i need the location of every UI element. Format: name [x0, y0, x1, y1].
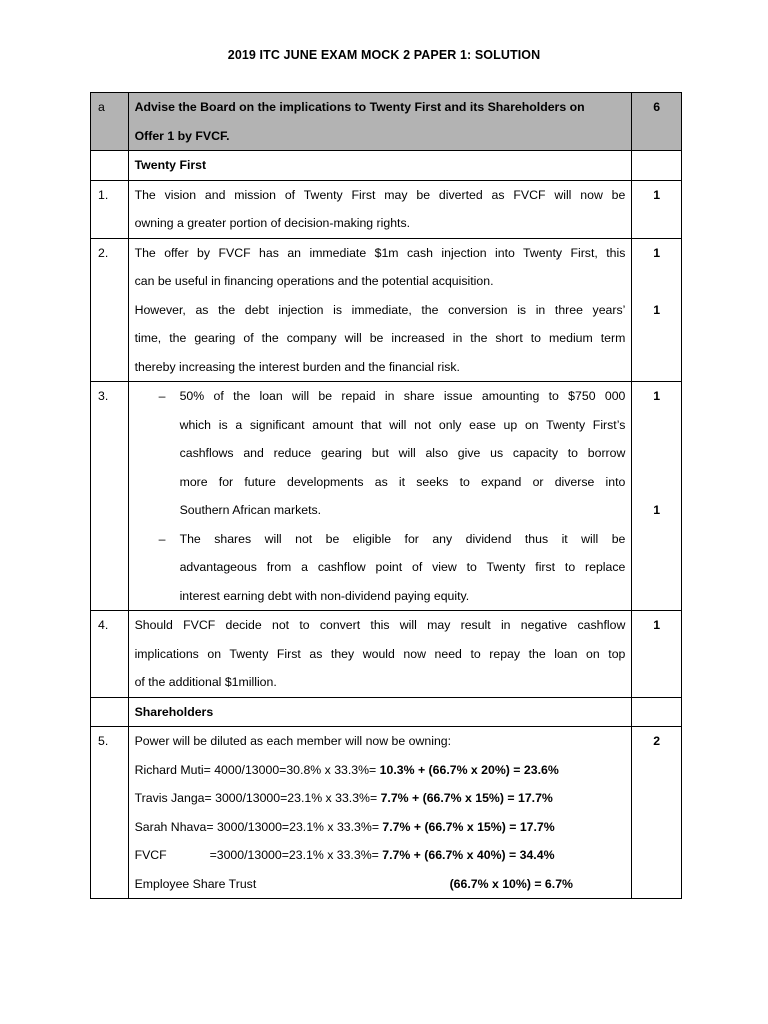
item-number: 3. — [98, 389, 109, 403]
item-mark: 1 — [653, 389, 661, 403]
table-row — [91, 611, 682, 698]
dash-bullet: – — [158, 389, 166, 403]
shareholder-line-travis: Travis Janga= 3000/13000=23.1% x 33.3%= 7.7% + (66.7% x 15%) = 17.7% — [134, 791, 553, 805]
list-item: – The shares will not be eligible for any dividend thus it will be advantageous from a cashflow point of view to Twenty first to replace interest earning debt with non-dividend paying equity. — [135, 525, 626, 611]
item-mark: 2 — [653, 734, 661, 748]
list-item: – 50% of the loan will be repaid in share issue amounting to $750 000 which is a significant amount that will not only ease up on Twenty First’s cashflows and reduce gearing but will also give us capacity to borrow more for future developments as it seeks to expand or diverse into Southern African markets. — [135, 382, 626, 525]
item-text-line: The vision and mission of Twenty First may be diverted as FVCF will now be — [134, 187, 626, 202]
shareholder-line-trust: Employee Share Trust (66.7% x 10%) = 6.7% — [134, 876, 573, 891]
page-title: 2019 ITC JUNE EXAM MOCK 2 PAPER 1: SOLUTION — [227, 48, 541, 62]
item-text-line: can be useful in financing operations and the potential acquisition. — [134, 274, 494, 288]
item-mark: 1 — [653, 618, 661, 632]
item-text-line: time, the gearing of the company will be increased in the short to medium term — [134, 331, 626, 345]
question-label: a — [91, 93, 129, 151]
item-mark: 1 — [653, 302, 661, 317]
item-number: 1. — [98, 187, 109, 202]
item-mark: 1 — [653, 187, 661, 202]
item-text-line: implications on Twenty First as they would now need to repay the loan on top — [134, 646, 626, 661]
item-number: 4. — [98, 618, 109, 632]
item-text-line: owning a greater portion of decision-making rights. — [134, 216, 411, 230]
shareholder-line-richard: Richard Muti= 4000/13000=30.8% x 33.3%= 10.3% + (66.7% x 20%) = 23.6% — [134, 762, 559, 777]
item-text-line: Power will be diluted as each member will now be owning: — [134, 734, 452, 748]
table-row — [91, 180, 682, 238]
item-text-line: thereby increasing the interest burden and the financial risk. — [134, 359, 460, 374]
question-line: Offer 1 by FVCF. — [134, 128, 230, 143]
solution-table — [90, 92, 682, 899]
question-header-row — [91, 93, 682, 151]
item-number: 5. — [98, 734, 109, 748]
item-text-line: The offer by FVCF has an immediate $1m cash injection into Twenty First, this — [134, 245, 626, 260]
item-mark: 1 — [653, 245, 661, 260]
item-text-line: Should FVCF decide not to convert this will may result in negative cashflow — [134, 618, 626, 632]
section-heading-shareholders: Shareholders — [134, 704, 214, 719]
bullet-list — [135, 382, 626, 610]
table-row — [91, 382, 682, 611]
dash-bullet: – — [158, 531, 166, 546]
item-mark: 1 — [653, 503, 661, 517]
section-heading-twenty-first: Twenty First — [134, 158, 207, 172]
item-text-line: of the additional $1million. — [134, 675, 277, 689]
table-row — [91, 727, 682, 899]
item-number: 2. — [98, 245, 109, 260]
shareholder-line-sarah: Sarah Nhava= 3000/13000=23.1% x 33.3%= 7.7% + (66.7% x 15%) = 17.7% — [134, 819, 555, 834]
question-line: Advise the Board on the implications to Twenty First and its Shareholders on — [134, 100, 585, 114]
section-heading-row — [91, 697, 682, 727]
table-row — [91, 238, 682, 382]
question-text — [128, 93, 632, 151]
question-marks: 6 — [632, 93, 682, 151]
section-heading-row — [91, 151, 682, 181]
item-text-line: However, as the debt injection is immediate, the conversion is in three years’ — [134, 302, 626, 317]
shareholder-line-fvcf: FVCF =3000/13000=23.1% x 33.3%= 7.7% + (66.7% x 40%) = 34.4% — [134, 848, 555, 862]
